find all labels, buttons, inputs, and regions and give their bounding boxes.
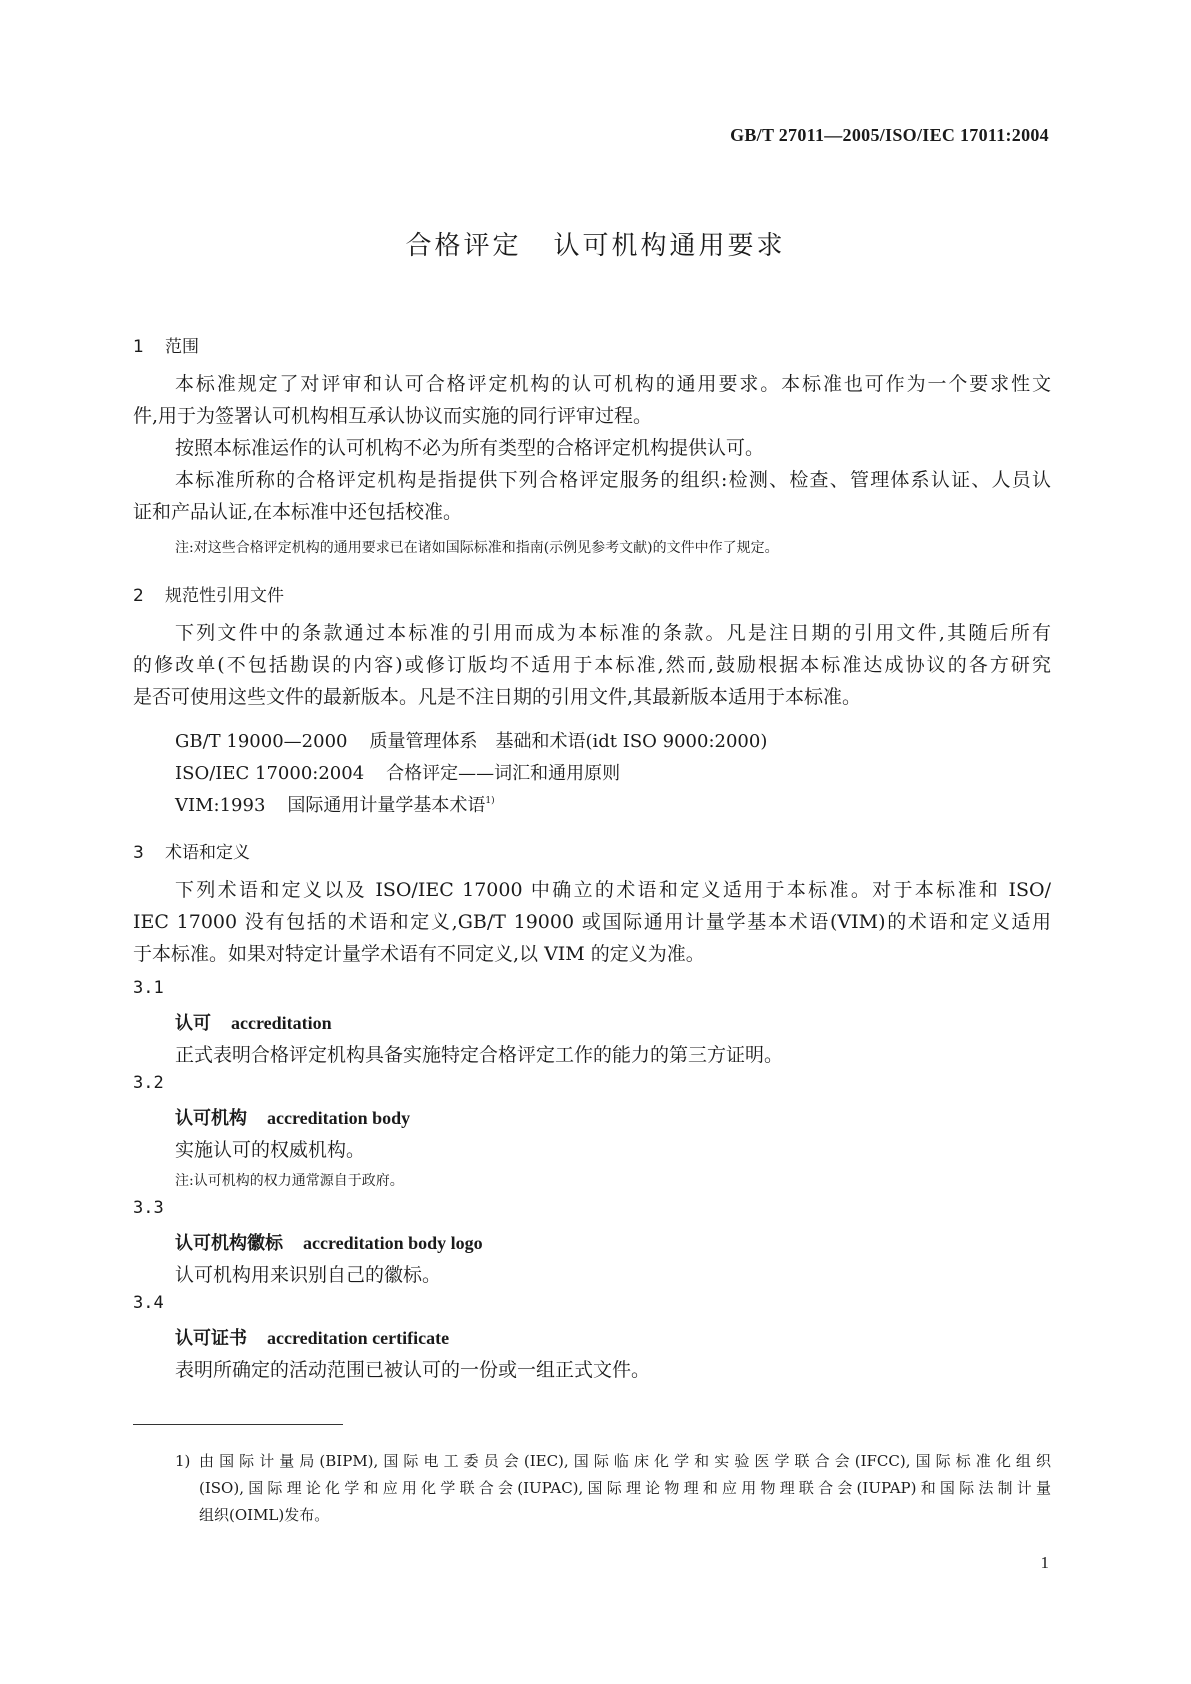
section-1-heading: 1 范围 bbox=[133, 337, 199, 357]
term-number: 3.3 bbox=[133, 1198, 164, 1218]
term-number: 3.4 bbox=[133, 1293, 164, 1313]
section-1-paragraph-3: 本标准所称的合格评定机构是指提供下列合格评定服务的组织:检测、检查、管理体系认证、人员认 证和产品认证,在本标准中还包括校准。 bbox=[133, 469, 1051, 523]
section-1-paragraph-2: 按照本标准运作的认可机构不必为所有类型的合格评定机构提供认可。 bbox=[175, 437, 765, 459]
term-note: 注:认可机构的权力通常源自于政府。 bbox=[175, 1173, 404, 1189]
term-number: 3.2 bbox=[133, 1073, 164, 1093]
section-3-heading: 3 术语和定义 bbox=[133, 843, 250, 863]
normative-reference: ISO/IEC 17000:2004 合格评定——词汇和通用原则 bbox=[175, 763, 621, 784]
footnote-marker-label: 1) bbox=[175, 1452, 191, 1470]
section-1-note: 注:对这些合格评定机构的通用要求已在诸如国际标准和指南(示例见参考文献)的文件中作了规定。 bbox=[175, 540, 779, 556]
title-part-1: 合格评定 bbox=[405, 231, 522, 261]
term-definition: 正式表明合格评定机构具备实施特定合格评定工作的能力的第三方证明。 bbox=[175, 1044, 784, 1066]
section-3-paragraph-1: 下列术语和定义以及 ISO/IEC 17000 中确立的术语和定义适用于本标准。对于本标准和 ISO/ IEC 17000 没有包括的术语和定义,GB/T 19000 或国际通用计量学基本术语(VIM)的术语和定义适用 于本标准。如果对特定计量学术语有不同定义,以 VIM 的定义为准。 bbox=[133, 879, 1051, 965]
page-number: 1 bbox=[1040, 1553, 1049, 1572]
normative-reference: GB/T 19000—2000 质量管理体系 基础和术语(idt ISO 9000:2000) bbox=[175, 731, 768, 752]
term-number: 3.1 bbox=[133, 978, 164, 998]
term-entry: 认可 accreditation bbox=[175, 1013, 332, 1034]
section-1-paragraph-1: 本标准规定了对评审和认可合格评定机构的认可机构的通用要求。本标准也可作为一个要求性文 件,用于为签署认可机构相互承认协议而实施的同行评审过程。 bbox=[133, 373, 1051, 427]
section-2-paragraph-1: 下列文件中的条款通过本标准的引用而成为本标准的条款。凡是注日期的引用文件,其随后所有 的修改单(不包括勘误的内容)或修订版均不适用于本标准,然而,鼓励根据本标准达成协议的各方研究 是否可使用这些文件的最新版本。凡是不注日期的引用文件,其最新版本适用于本标准。 bbox=[133, 622, 1051, 708]
footnote-separator bbox=[133, 1424, 343, 1425]
term-entry: 认可机构徽标 accreditation body logo bbox=[175, 1233, 483, 1254]
term-entry: 认可机构 accreditation body bbox=[175, 1108, 411, 1129]
term-definition: 实施认可的权威机构。 bbox=[175, 1139, 366, 1161]
footnote-text: 由国际计量局(BIPM),国际电工委员会(IEC),国际临床化学和实验医学联合会(IFCC),国际标准化组织 (ISO),国际理论化学和应用化学联合会(IUPAC),国际理论物理和应用物理联合会(IUPAP)和国际法制计量 组织(OIML)发布。 bbox=[199, 1452, 1051, 1524]
term-entry: 认可证书 accreditation certificate bbox=[175, 1328, 450, 1349]
term-definition: 认可机构用来识别自己的徽标。 bbox=[175, 1264, 442, 1286]
document-title bbox=[0, 225, 1191, 262]
normative-reference: VIM:1993 国际通用计量学基本术语$^{1)}$ bbox=[175, 795, 495, 816]
title-part-2: 认可机构通用要求 bbox=[553, 231, 786, 261]
section-2-heading: 2 规范性引用文件 bbox=[133, 586, 284, 606]
footnote-marker: 1) bbox=[485, 796, 495, 806]
standard-code: GB/T 27011—2005/ISO/IEC 17011:2004 bbox=[730, 125, 1049, 145]
term-definition: 表明所确定的活动范围已被认可的一份或一组正式文件。 bbox=[175, 1359, 651, 1381]
